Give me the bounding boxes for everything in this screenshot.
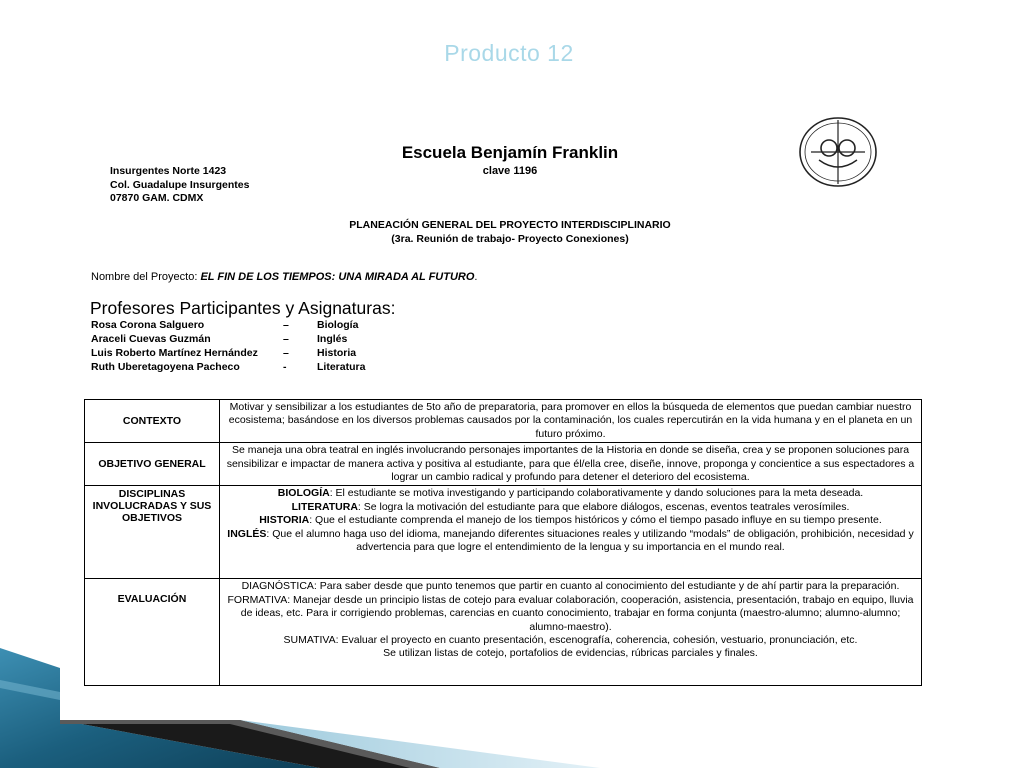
teacher-row: [91, 346, 365, 360]
row-content-contexto: Motivar y sensibilizar a los estudiantes de 5to año de preparatoria, para promover en ellos la búsqueda de elementos que puedan cambiar nuestro ecosistema; basándose en los diversos problemas causados por la contaminación, los cuales repercutirán en la vida humana y en el planeta en un futuro próximo.: [220, 400, 922, 443]
slide-title: Producto 12: [444, 40, 574, 66]
bottom-decoration: [0, 640, 1024, 768]
row-label-evaluacion: EVALUACIÓN: [85, 579, 220, 686]
evaluation-line: Se utilizan listas de cotejo, portafolios de evidencias, rúbricas parciales y finales.: [383, 647, 758, 660]
discipline-name: HISTORIA: [259, 514, 310, 527]
teacher-name: Rosa Corona Salguero: [91, 319, 205, 331]
teacher-name: Ruth Uberetagoyena Pacheco: [91, 361, 240, 373]
discipline-name: BIOLOGÍA: [277, 487, 330, 500]
school-address: [110, 165, 249, 206]
address-line: Col. Guadalupe Insurgentes: [110, 178, 250, 191]
teacher-subject: Historia: [317, 347, 357, 359]
address-line: Insurgentes Norte 1423: [110, 165, 227, 177]
discipline-item: [224, 528, 917, 555]
teacher-dash: –: [283, 333, 289, 345]
plan-title-block: [290, 218, 730, 246]
plan-subtitle: (3ra. Reunión de trabajo- Proyecto Conexiones): [391, 233, 629, 245]
evaluation-line: SUMATIVA: Evaluar el proyecto en cuanto presentación, escenografía, coherencia, cohesión, vestuario, pronunciación, etc.: [283, 634, 858, 647]
plan-title: PLANEACIÓN GENERAL DEL PROYECTO INTERDISCIPLINARIO: [349, 219, 671, 231]
project-name: [91, 271, 477, 283]
row-label-objetivo: OBJETIVO GENERAL: [85, 443, 220, 486]
discipline-text: : Que el alumno haga uso del idioma, manejando diferentes situaciones reales y utilizando “modals” de obligación, prohibición, necesidad y advertencia para que logre el entendimiento de la lengua y su importancia en el mundo real.: [266, 527, 914, 554]
discipline-name: LITERATURA: [291, 500, 358, 513]
school-name: Escuela Benjamín Franklin: [401, 143, 619, 162]
address-line: 07870 GAM. CDMX: [110, 192, 204, 204]
row-label-disciplinas: DISCIPLINAS INVOLUCRADAS Y SUS OBJETIVOS: [85, 486, 220, 579]
project-name-value: EL FIN DE LOS TIEMPOS: UNA MIRADA AL FUTURO: [200, 271, 475, 283]
teacher-dash: –: [283, 347, 289, 359]
discipline-item: [224, 514, 917, 527]
teacher-dash: -: [283, 361, 287, 373]
teachers-heading: Profesores Participantes y Asignaturas:: [90, 298, 396, 318]
row-content-objetivo: Se maneja una obra teatral en inglés involucrando personajes importantes de la Historia en donde se diseña, crea y se proponen soluciones para sensibilizar e impactar de manera activa y positiva al estudiante, para que él/ella cree, diseñe, innove, proponga y concientice a sus espectadores a lograr un cambio radical y profundo para detener el deterioro del ecosistema.: [220, 443, 922, 486]
row-label-contexto: CONTEXTO: [85, 400, 220, 443]
teacher-name: Luis Roberto Martínez Hernández: [91, 347, 258, 359]
table-row-disciplinas: [85, 486, 922, 579]
discipline-name: INGLÉS: [227, 527, 267, 540]
teacher-dash: –: [283, 319, 289, 331]
discipline-item: [224, 501, 917, 514]
teacher-row: [91, 360, 365, 374]
table-row-objetivo: [85, 443, 922, 486]
teacher-subject: Biología: [317, 319, 359, 331]
project-name-end: .: [474, 271, 478, 283]
discipline-text: : El estudiante se motiva investigando y participando colaborativamente y dando soluciones para la meta deseada.: [329, 487, 864, 500]
table-row-contexto: [85, 400, 922, 443]
teacher-subject: Literatura: [317, 361, 366, 373]
teacher-subject: Inglés: [317, 333, 348, 345]
row-content-disciplinas: [220, 486, 922, 579]
discipline-item: [224, 487, 917, 500]
discipline-text: : Se logra la motivación del estudiante para que elabore diálogos, escenas, eventos teatrales verosímiles.: [357, 500, 850, 513]
teachers-list: [91, 318, 365, 374]
evaluation-line: FORMATIVA: Manejar desde un principio listas de cotejo para evaluar colaboración, cooperación, asistencia, presentación, trabajo en equipo, lluvia de ideas, etc. Para ir corrigiendo problemas, carencias en cuanto conocimiento, trabajar en forma conjunta (maestro-alumno; alumno-alumno; alumno-maestro).: [227, 593, 914, 633]
discipline-text: : Que el estudiante comprenda el manejo de los tiempos históricos y cómo el tiempo pasado influye en su tiempo presente.: [309, 514, 882, 527]
teacher-row: [91, 332, 365, 346]
evaluation-line: DIAGNÓSTICA: Para saber desde que punto tenemos que partir en cuanto al conocimiento del estudiante y de ahí partir para la preparación.: [241, 580, 900, 593]
school-logo-icon: [797, 116, 879, 188]
teacher-row: [91, 318, 365, 332]
project-name-label: Nombre del Proyecto:: [91, 271, 201, 283]
school-clave: clave 1196: [482, 165, 538, 177]
teacher-name: Araceli Cuevas Guzmán: [91, 333, 211, 345]
